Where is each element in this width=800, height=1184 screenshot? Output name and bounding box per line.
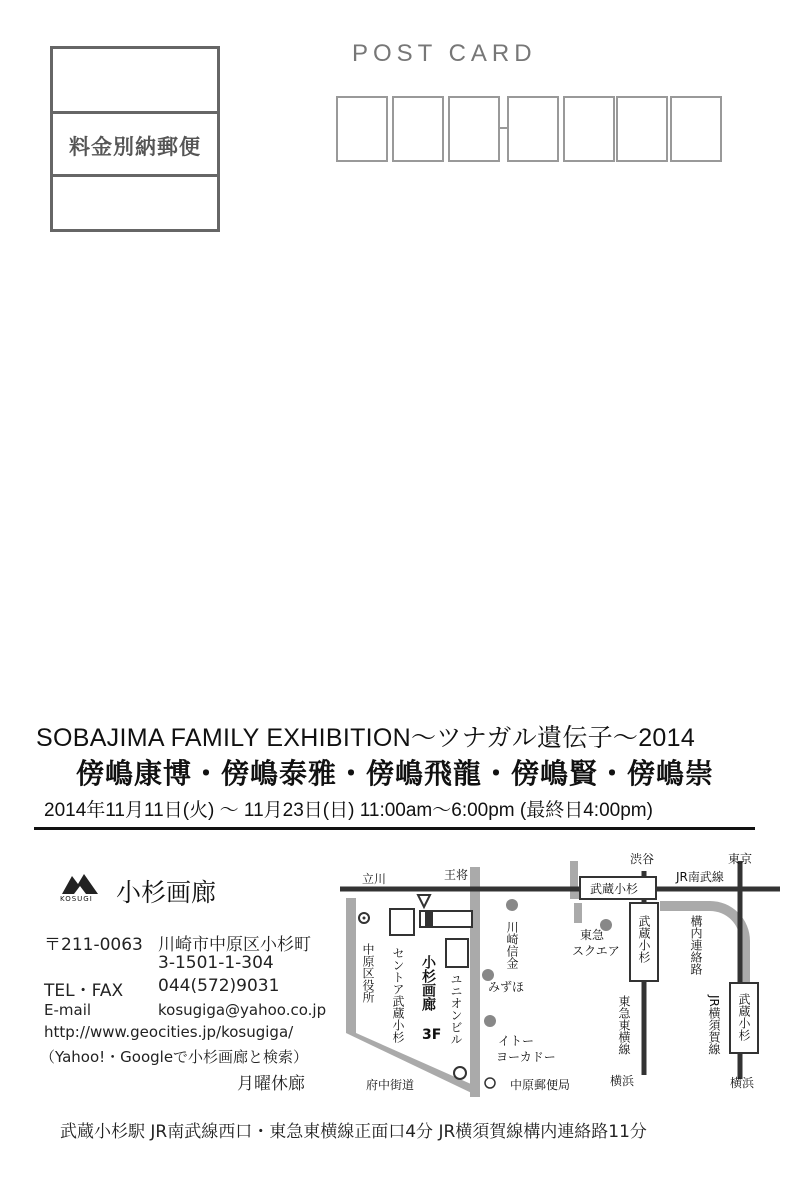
centre-building [390,909,414,935]
postage-paid-text: 料金別納郵便 [69,134,201,159]
gallery-pointer-icon [418,895,430,907]
label-jr-nanbu: JR南武線 [676,870,724,884]
postal-code: 〒211-0063 [44,935,143,955]
divider-rule [34,827,755,830]
postcode-box [616,96,668,162]
address-line-2: 3-1501-1-304 [158,953,274,973]
exhibition-title: SOBAJIMA FAMILY EXHIBITION～ツナガル遺伝子～2014 [36,724,696,752]
label-jr-yokosuka: JR横須賀線 [707,995,721,1055]
label-kounai: 構内連絡路 [689,915,703,975]
access-map [340,843,780,1103]
label-union: ユニオンビル [449,973,463,1045]
label-ito-1: イトー [498,1034,535,1048]
label-tokyu-toyoko: 東急東横線 [617,995,631,1055]
search-note: （Yahoo!・Googleで小杉画廊と検索） [40,1048,309,1066]
label-post-office: 中原郵便局 [510,1078,571,1092]
postcode-box [392,96,444,162]
label-musashikosugi-vertical: 武蔵小杉 [637,915,651,963]
label-tokyu-square-2: スクエア [572,944,620,958]
label-ito-2: ヨーカドー [496,1050,556,1064]
label-gallery: 小杉画廊 [420,955,436,1011]
postage-paid-box [50,46,220,232]
exhibition-dates: 2014年11月11日(火) ～ 11月23日(日) 11:00am～6:00pm (最終日4:00pm) [44,800,653,821]
postcode-box [507,96,559,162]
label-yokohama-1: 横浜 [610,1074,635,1088]
tel-fax-label: TEL・FAX [44,981,124,1001]
label-tachikawa: 立川 [362,872,387,886]
access-directions: 武蔵小杉駅 JR南武線西口・東急東横線正面口4分 JR横須賀線構内連絡路11分 [60,1122,647,1142]
label-musashikosugi-vertical-2: 武蔵小杉 [737,993,751,1041]
gallery-logo-icon [62,870,98,896]
label-shinkin: 川崎信金 [505,921,519,969]
artist-names: 傍嶋康博・傍嶋泰雅・傍嶋飛龍・傍嶋賢・傍嶋崇 [76,757,715,790]
post-card-label: POST CARD [352,40,537,67]
postcode-box [563,96,615,162]
label-oshou: 王将 [444,868,469,882]
email-address[interactable]: kosugiga@yahoo.co.jp [158,1001,327,1019]
post-office-icon [485,1078,495,1088]
label-mizuho: みずほ [488,980,525,994]
shinkin-bank-icon [506,899,518,911]
stamp-divider-top [53,111,217,114]
address-line-1: 川崎市中原区小杉町 [158,935,311,955]
stamp-divider-bottom [53,174,217,177]
union-building [446,939,468,967]
gallery-name: 小杉画廊 [116,878,217,907]
label-tokyu-square-1: 東急 [580,928,605,942]
gallery-marker [425,911,433,927]
logo-caption: KOSUGI [60,895,93,903]
label-yokohama-2: 横浜 [730,1076,755,1090]
label-centre: セントア武蔵小杉 [391,947,405,1043]
label-fuchu-kaido: 府中街道 [366,1078,415,1092]
label-musashikosugi: 武蔵小杉 [590,882,639,896]
postcode-box [336,96,388,162]
landmark-icon [454,1067,466,1079]
postcode-box [448,96,500,162]
label-floor: 3F [422,1027,442,1043]
postcode-box [670,96,722,162]
ito-yokado-icon [484,1015,496,1027]
label-ward-office: 中原区役所 [361,943,375,1003]
label-tokyo: 東京 [728,852,753,866]
website-url[interactable]: http://www.geocities.jp/kosugiga/ [44,1023,294,1041]
closed-day: 月曜休廊 [237,1074,305,1094]
email-label: E-mail [44,1001,92,1019]
tel-fax-number: 044(572)9031 [158,976,280,996]
label-shibuya: 渋谷 [630,852,655,866]
